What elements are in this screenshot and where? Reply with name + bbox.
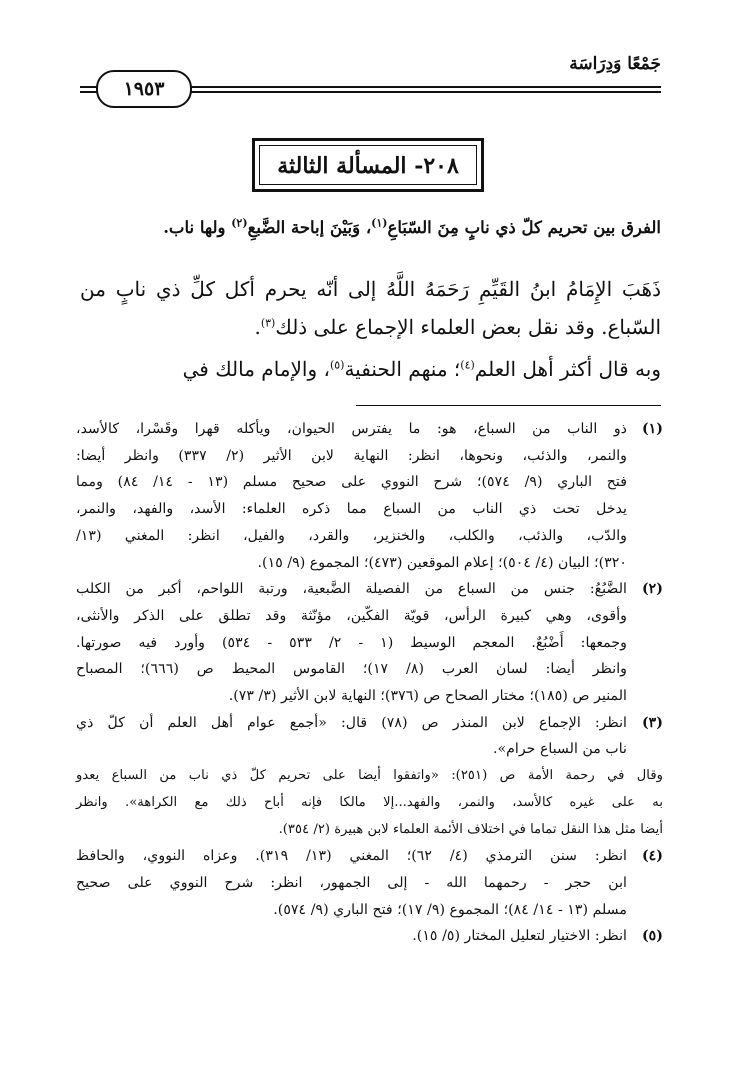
paragraph-1-text: ذَهَبَ الإِمَامُ ابنُ القَيِّمِ رَحَمَهُ اللَّهُ إلى أنّه يحرم أكل كلِّ ذي نابٍ من السّباع. وقد نقل بعض العلماء الإجماع على ذلك [80,277,661,339]
footnote-ref-2[interactable]: (٢) [231,216,248,230]
paragraph-2-text-b: ؛ منهم الحنفية [344,357,461,381]
paragraph-1-end: . [254,315,261,339]
footnote-number: (٣) [641,714,663,731]
footnote-3 [76,710,663,763]
issue-title: ٢٠٨- المسألة الثالثة [259,145,477,185]
footnote-3-continuation [76,763,663,843]
footnote-line: به على غيره كالأسد، والنمر، والفهد...إلا مالكا فإنه أباح ذلك مع الكراهة». وانظر [76,794,663,810]
footnote-line: ابن حجر - رحمهما الله - إلى الجمهور، انظر: شرح النووي على صحيح [76,874,627,891]
subtitle-part-3: ولها ناب. [163,218,232,237]
issue-subtitle [70,213,661,243]
body-paragraph-2 [80,350,661,388]
footnote-ref-3[interactable]: (٣) [260,316,276,330]
footnote-line: مسلم (١٣ - ١٤/ ٨٤)؛ المجموع (٩/ ١٧)؛ فتح الباري (٩/ ٥٧٤). [273,901,627,918]
footnote-line: وجمعها: أَضْبُعٌ. المعجم الوسيط (١ - ٢/ ٥٣٣ - ٥٣٤) وأورد فيه صورتها. [76,634,627,651]
footnote-body [76,416,627,576]
footnote-line: والدّب، والذئب، والكلب، والخنزير، والقرد، والفيل، انظر: المغني (١٣/ [76,527,627,544]
footnote-number: (٢) [641,581,663,598]
footnote-line: انظر: الإجماع لابن المنذر ص (٧٨) قال: «أجمع عوام أهل العلم أن كلّ ذي [76,714,627,731]
footnote-5 [76,923,663,950]
footnote-line: الضَّبُعُ: جنس من السباع من الفصيلة الضَّبعية، ورتبة اللواحم، أكبر من الكلب [76,581,627,598]
page-number: ١٩٥٣ [96,70,192,108]
footnote-line: المنير ص (١٨٥)؛ مختار الصحاح ص (٣٧٦)؛ النهاية لابن الأثير (٣/ ٧٣). [228,688,627,705]
page-header [80,52,661,98]
footnote-body [76,843,627,923]
footnote-line: فتح الباري (٩/ ٥٧٤)؛ شرح النووي على صحيح مسلم (١٣ - ١٤/ ٨٤) ومما [76,474,627,491]
footnote-1 [76,416,663,576]
footnote-line: والنمر، والذئب، ونحوها، انظر: النهاية لابن الأثير (٢/ ٣٣٧) وانظر أيضا: [76,447,627,464]
footnote-line: وقال في رحمة الأمة ص (٢٥١): «واتفقوا أيضا على تحريم كلّ ذي ناب من السباع يعدو [76,768,663,784]
subtitle-part-2: ، وَبَيْنَ إباحة الضَّبعِ [247,218,372,237]
footnote-body [76,576,627,710]
running-title: جَمْعًا وَدِرَاسَة [569,54,661,74]
footnote-ref-1[interactable]: (١) [371,216,388,230]
footnotes [76,416,663,950]
footnote-4 [76,843,663,923]
subtitle-part-1: الفرق بين تحريم كلّ ذي نابٍ مِنَ السّبَاعِ [387,218,661,237]
footnote-line: أيضا مثل هذا النقل تماما في اختلاف الأئمة العلماء لابن هبيرة (٢/ ٣٥٤). [278,821,663,837]
footnote-ref-4[interactable]: (٤) [460,358,475,372]
paragraph-2-text-a: وبه قال أكثر أهل العلم [474,357,661,381]
footnote-line: انظر: الاختيار لتعليل المختار (٥/ ١٥). [412,928,627,945]
footnote-number: (٥) [641,928,663,945]
footnote-body [76,710,627,763]
footnote-number: (٤) [641,848,663,865]
footnote-number: (١) [641,421,663,437]
issue-title-frame [252,138,484,192]
footnote-line: ناب من السباع حرام». [492,741,627,758]
footnote-body [76,923,627,950]
paragraph-2-text-c: ، والإمام مالك في [182,357,330,381]
footnote-line: ذو الناب من السباع، هو: ما يفترس الحيوان، ويأكله قهرا وقَسْرا، كالأسد، [76,421,627,437]
footnote-line: انظر: سنن الترمذي (٤/ ٦٢)؛ المغني (١٣/ ٣١٩). وعزاه النووي، والحافظ [76,848,627,865]
footnote-line: ٣٢٠)؛ البيان (٤/ ٥٠٤)؛ إعلام الموقعين (٤٧٣)؛ المجموع (٩/ ١٥). [257,554,627,571]
footnote-line: وأقوى، وهي كبيرة الرأس، قويّة الفكّين، مؤنّثة وقد تطلق على الذكر والأنثى، [76,607,627,624]
body-paragraph-1 [80,270,661,346]
footnote-line: وانظر أيضا: لسان العرب (٨/ ١٧)؛ القاموس المحيط ص (٦٦٦)؛ المصباح [76,661,628,678]
footnote-line: يدخل تحت ذي الناب من السباع مما ذكره العلماء: الأسد، والفهد، والنمر، [76,501,627,518]
footnote-2 [76,576,663,710]
footnote-separator [356,405,661,406]
footnote-ref-5[interactable]: (٥) [329,358,345,372]
